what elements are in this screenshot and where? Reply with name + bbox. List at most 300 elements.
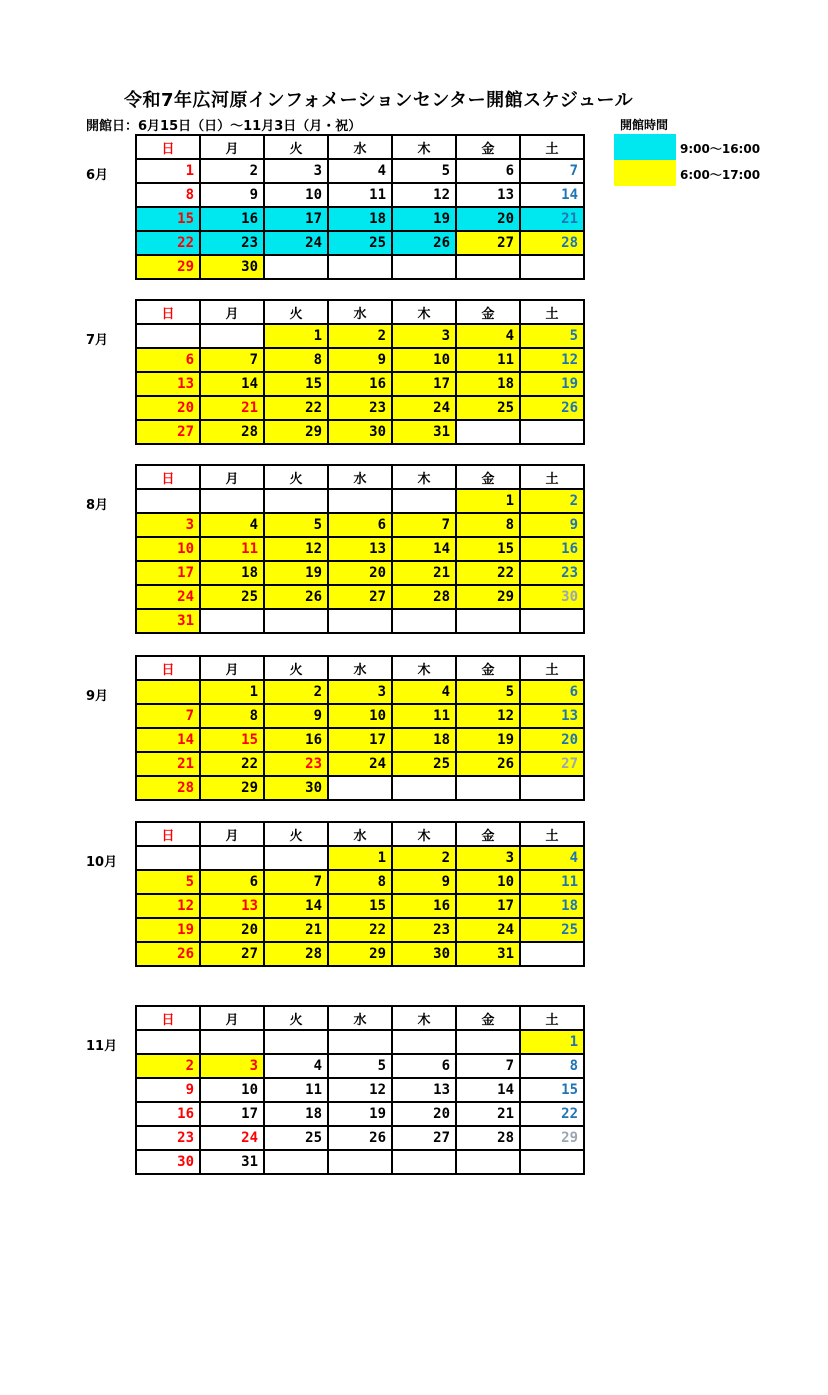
day-cell: 12 bbox=[456, 704, 520, 728]
day-cell: 26 bbox=[456, 752, 520, 776]
weekday-header: 土 bbox=[520, 135, 584, 159]
day-cell: 8 bbox=[520, 1054, 584, 1078]
week-row bbox=[136, 1030, 584, 1054]
month-label: 10月 bbox=[86, 855, 118, 870]
day-cell: 29 bbox=[136, 255, 200, 279]
day-cell: 5 bbox=[456, 680, 520, 704]
day-cell: 3 bbox=[264, 159, 328, 183]
day-cell: 27 bbox=[456, 231, 520, 255]
day-cell: 20 bbox=[136, 396, 200, 420]
day-cell: 20 bbox=[456, 207, 520, 231]
day-cell: 23 bbox=[264, 752, 328, 776]
day-cell: 21 bbox=[264, 918, 328, 942]
week-row bbox=[136, 324, 584, 348]
day-cell: 12 bbox=[136, 894, 200, 918]
day-cell: 10 bbox=[392, 348, 456, 372]
day-cell: 30 bbox=[136, 1150, 200, 1174]
day-cell: 21 bbox=[200, 396, 264, 420]
day-cell bbox=[392, 776, 456, 800]
weekday-header: 木 bbox=[392, 822, 456, 846]
day-cell: 8 bbox=[200, 704, 264, 728]
day-cell: 30 bbox=[328, 420, 392, 444]
day-cell bbox=[392, 1150, 456, 1174]
weekday-header: 木 bbox=[392, 656, 456, 680]
day-cell bbox=[392, 1030, 456, 1054]
day-cell: 29 bbox=[456, 585, 520, 609]
day-cell: 20 bbox=[328, 561, 392, 585]
day-cell bbox=[328, 489, 392, 513]
weekday-header-row bbox=[136, 1006, 584, 1030]
day-cell: 18 bbox=[200, 561, 264, 585]
day-cell: 19 bbox=[328, 1102, 392, 1126]
day-cell: 7 bbox=[392, 513, 456, 537]
day-cell: 8 bbox=[328, 870, 392, 894]
day-cell: 27 bbox=[200, 942, 264, 966]
weekday-header: 火 bbox=[264, 135, 328, 159]
day-cell bbox=[456, 255, 520, 279]
day-cell: 15 bbox=[520, 1078, 584, 1102]
day-cell: 29 bbox=[328, 942, 392, 966]
day-cell bbox=[264, 255, 328, 279]
month-calendar bbox=[135, 1005, 585, 1175]
day-cell: 7 bbox=[456, 1054, 520, 1078]
day-cell: 19 bbox=[136, 918, 200, 942]
day-cell: 15 bbox=[456, 537, 520, 561]
week-row bbox=[136, 680, 584, 704]
day-cell: 3 bbox=[328, 680, 392, 704]
day-cell: 17 bbox=[136, 561, 200, 585]
month-calendar bbox=[135, 655, 585, 801]
weekday-header: 木 bbox=[392, 300, 456, 324]
weekday-header-row bbox=[136, 822, 584, 846]
day-cell: 14 bbox=[136, 728, 200, 752]
weekday-header-row bbox=[136, 465, 584, 489]
legend-title: 開館時間 bbox=[620, 118, 669, 132]
day-cell: 28 bbox=[264, 942, 328, 966]
day-cell: 1 bbox=[456, 489, 520, 513]
weekday-header: 土 bbox=[520, 1006, 584, 1030]
day-cell bbox=[200, 324, 264, 348]
day-cell: 7 bbox=[136, 704, 200, 728]
day-cell: 17 bbox=[264, 207, 328, 231]
day-cell bbox=[328, 609, 392, 633]
day-cell: 4 bbox=[264, 1054, 328, 1078]
weekday-header: 日 bbox=[136, 822, 200, 846]
day-cell: 26 bbox=[392, 231, 456, 255]
day-cell: 18 bbox=[328, 207, 392, 231]
weekday-header: 月 bbox=[200, 135, 264, 159]
day-cell: 23 bbox=[520, 561, 584, 585]
day-cell: 2 bbox=[136, 1054, 200, 1078]
day-cell bbox=[136, 680, 200, 704]
day-cell: 2 bbox=[264, 680, 328, 704]
week-row bbox=[136, 1126, 584, 1150]
day-cell: 24 bbox=[264, 231, 328, 255]
day-cell bbox=[520, 942, 584, 966]
day-cell: 13 bbox=[200, 894, 264, 918]
day-cell: 22 bbox=[200, 752, 264, 776]
day-cell bbox=[520, 420, 584, 444]
day-cell: 22 bbox=[456, 561, 520, 585]
day-cell: 20 bbox=[392, 1102, 456, 1126]
week-row bbox=[136, 513, 584, 537]
day-cell: 22 bbox=[264, 396, 328, 420]
day-cell bbox=[200, 1030, 264, 1054]
day-cell: 31 bbox=[136, 609, 200, 633]
day-cell: 9 bbox=[264, 704, 328, 728]
weekday-header-row bbox=[136, 656, 584, 680]
day-cell: 27 bbox=[520, 752, 584, 776]
day-cell: 6 bbox=[136, 348, 200, 372]
day-cell bbox=[136, 846, 200, 870]
day-cell: 24 bbox=[392, 396, 456, 420]
day-cell: 19 bbox=[456, 728, 520, 752]
day-cell: 18 bbox=[392, 728, 456, 752]
legend-swatch-yellow bbox=[614, 160, 676, 186]
day-cell: 5 bbox=[136, 870, 200, 894]
day-cell: 15 bbox=[200, 728, 264, 752]
day-cell bbox=[520, 255, 584, 279]
day-cell: 6 bbox=[328, 513, 392, 537]
weekday-header: 日 bbox=[136, 656, 200, 680]
day-cell: 20 bbox=[520, 728, 584, 752]
day-cell: 26 bbox=[264, 585, 328, 609]
day-cell: 28 bbox=[456, 1126, 520, 1150]
day-cell: 1 bbox=[328, 846, 392, 870]
week-row bbox=[136, 942, 584, 966]
day-cell: 7 bbox=[200, 348, 264, 372]
day-cell: 25 bbox=[328, 231, 392, 255]
legend-label: 6:00～17:00 bbox=[680, 168, 761, 182]
day-cell bbox=[456, 1150, 520, 1174]
weekday-header: 水 bbox=[328, 822, 392, 846]
day-cell: 4 bbox=[328, 159, 392, 183]
day-cell bbox=[456, 420, 520, 444]
day-cell: 8 bbox=[264, 348, 328, 372]
day-cell: 4 bbox=[392, 680, 456, 704]
day-cell: 18 bbox=[264, 1102, 328, 1126]
week-row bbox=[136, 1054, 584, 1078]
day-cell bbox=[392, 489, 456, 513]
week-row bbox=[136, 231, 584, 255]
day-cell: 28 bbox=[200, 420, 264, 444]
day-cell: 23 bbox=[392, 918, 456, 942]
day-cell: 18 bbox=[520, 894, 584, 918]
day-cell: 15 bbox=[264, 372, 328, 396]
day-cell: 16 bbox=[392, 894, 456, 918]
day-cell: 10 bbox=[136, 537, 200, 561]
day-cell: 8 bbox=[456, 513, 520, 537]
day-cell bbox=[328, 1150, 392, 1174]
day-cell: 16 bbox=[520, 537, 584, 561]
weekday-header: 火 bbox=[264, 465, 328, 489]
day-cell bbox=[264, 489, 328, 513]
day-cell: 11 bbox=[392, 704, 456, 728]
day-cell: 7 bbox=[520, 159, 584, 183]
day-cell: 2 bbox=[200, 159, 264, 183]
day-cell: 10 bbox=[328, 704, 392, 728]
day-cell: 24 bbox=[456, 918, 520, 942]
weekday-header: 水 bbox=[328, 465, 392, 489]
day-cell: 21 bbox=[392, 561, 456, 585]
day-cell: 3 bbox=[392, 324, 456, 348]
day-cell: 11 bbox=[200, 537, 264, 561]
day-cell bbox=[136, 324, 200, 348]
day-cell: 27 bbox=[328, 585, 392, 609]
day-cell: 1 bbox=[200, 680, 264, 704]
day-cell bbox=[200, 489, 264, 513]
day-cell bbox=[456, 776, 520, 800]
day-cell: 12 bbox=[392, 183, 456, 207]
day-cell: 16 bbox=[136, 1102, 200, 1126]
day-cell bbox=[456, 609, 520, 633]
day-cell: 19 bbox=[264, 561, 328, 585]
week-row bbox=[136, 348, 584, 372]
day-cell: 10 bbox=[264, 183, 328, 207]
weekday-header: 木 bbox=[392, 1006, 456, 1030]
day-cell: 29 bbox=[520, 1126, 584, 1150]
day-cell: 25 bbox=[456, 396, 520, 420]
weekday-header: 月 bbox=[200, 656, 264, 680]
day-cell: 17 bbox=[456, 894, 520, 918]
day-cell: 26 bbox=[520, 396, 584, 420]
day-cell: 30 bbox=[200, 255, 264, 279]
week-row bbox=[136, 870, 584, 894]
week-row bbox=[136, 372, 584, 396]
weekday-header: 水 bbox=[328, 656, 392, 680]
day-cell: 11 bbox=[264, 1078, 328, 1102]
day-cell: 30 bbox=[392, 942, 456, 966]
day-cell: 9 bbox=[200, 183, 264, 207]
day-cell: 8 bbox=[136, 183, 200, 207]
opening-period: 開館日：6月15日（日）～11月3日（月・祝） bbox=[86, 119, 362, 134]
week-row bbox=[136, 776, 584, 800]
day-cell: 9 bbox=[520, 513, 584, 537]
day-cell: 24 bbox=[328, 752, 392, 776]
day-cell: 6 bbox=[520, 680, 584, 704]
page-title: 令和7年広河原インフォメーションセンター開館スケジュール bbox=[124, 90, 634, 111]
day-cell: 24 bbox=[200, 1126, 264, 1150]
week-row bbox=[136, 255, 584, 279]
weekday-header: 金 bbox=[456, 656, 520, 680]
day-cell: 30 bbox=[520, 585, 584, 609]
weekday-header-row bbox=[136, 135, 584, 159]
weekday-header: 水 bbox=[328, 135, 392, 159]
day-cell: 27 bbox=[136, 420, 200, 444]
weekday-header: 火 bbox=[264, 1006, 328, 1030]
month-calendar bbox=[135, 299, 585, 445]
day-cell bbox=[264, 609, 328, 633]
weekday-header: 水 bbox=[328, 1006, 392, 1030]
weekday-header: 金 bbox=[456, 1006, 520, 1030]
day-cell: 9 bbox=[136, 1078, 200, 1102]
day-cell: 2 bbox=[392, 846, 456, 870]
day-cell: 16 bbox=[264, 728, 328, 752]
day-cell bbox=[520, 1150, 584, 1174]
day-cell: 21 bbox=[136, 752, 200, 776]
day-cell: 14 bbox=[392, 537, 456, 561]
week-row bbox=[136, 894, 584, 918]
day-cell: 13 bbox=[392, 1078, 456, 1102]
month-calendar bbox=[135, 821, 585, 967]
week-row bbox=[136, 561, 584, 585]
day-cell: 11 bbox=[456, 348, 520, 372]
weekday-header: 月 bbox=[200, 1006, 264, 1030]
day-cell bbox=[328, 1030, 392, 1054]
day-cell: 30 bbox=[264, 776, 328, 800]
weekday-header: 水 bbox=[328, 300, 392, 324]
day-cell: 5 bbox=[328, 1054, 392, 1078]
month-calendar bbox=[135, 464, 585, 634]
day-cell: 18 bbox=[456, 372, 520, 396]
day-cell: 14 bbox=[264, 894, 328, 918]
week-row bbox=[136, 728, 584, 752]
weekday-header: 金 bbox=[456, 465, 520, 489]
day-cell: 10 bbox=[456, 870, 520, 894]
weekday-header: 日 bbox=[136, 465, 200, 489]
day-cell: 14 bbox=[520, 183, 584, 207]
day-cell: 5 bbox=[264, 513, 328, 537]
day-cell: 11 bbox=[520, 870, 584, 894]
day-cell: 28 bbox=[520, 231, 584, 255]
day-cell: 15 bbox=[328, 894, 392, 918]
weekday-header: 土 bbox=[520, 465, 584, 489]
day-cell: 28 bbox=[392, 585, 456, 609]
week-row bbox=[136, 183, 584, 207]
weekday-header-row bbox=[136, 300, 584, 324]
day-cell: 13 bbox=[520, 704, 584, 728]
weekday-header: 金 bbox=[456, 822, 520, 846]
day-cell: 17 bbox=[200, 1102, 264, 1126]
day-cell: 19 bbox=[392, 207, 456, 231]
day-cell: 4 bbox=[456, 324, 520, 348]
day-cell: 3 bbox=[200, 1054, 264, 1078]
day-cell: 6 bbox=[456, 159, 520, 183]
week-row bbox=[136, 918, 584, 942]
day-cell bbox=[520, 609, 584, 633]
day-cell: 4 bbox=[520, 846, 584, 870]
day-cell: 7 bbox=[264, 870, 328, 894]
day-cell: 29 bbox=[200, 776, 264, 800]
day-cell bbox=[392, 609, 456, 633]
day-cell: 31 bbox=[392, 420, 456, 444]
day-cell: 2 bbox=[328, 324, 392, 348]
legend-swatch-cyan bbox=[614, 134, 676, 160]
weekday-header: 木 bbox=[392, 465, 456, 489]
day-cell: 3 bbox=[136, 513, 200, 537]
day-cell: 22 bbox=[520, 1102, 584, 1126]
day-cell: 13 bbox=[456, 183, 520, 207]
day-cell: 22 bbox=[136, 231, 200, 255]
weekday-header: 火 bbox=[264, 300, 328, 324]
day-cell: 3 bbox=[456, 846, 520, 870]
weekday-header: 日 bbox=[136, 1006, 200, 1030]
month-label: 8月 bbox=[86, 498, 109, 513]
day-cell: 2 bbox=[520, 489, 584, 513]
week-row bbox=[136, 704, 584, 728]
day-cell bbox=[200, 609, 264, 633]
day-cell: 12 bbox=[520, 348, 584, 372]
day-cell bbox=[136, 489, 200, 513]
legend-label: 9:00～16:00 bbox=[680, 142, 761, 156]
week-row bbox=[136, 585, 584, 609]
day-cell bbox=[264, 1150, 328, 1174]
month-calendar bbox=[135, 134, 585, 280]
week-row bbox=[136, 159, 584, 183]
day-cell: 9 bbox=[328, 348, 392, 372]
day-cell: 21 bbox=[520, 207, 584, 231]
day-cell bbox=[520, 776, 584, 800]
weekday-header: 土 bbox=[520, 822, 584, 846]
day-cell: 17 bbox=[392, 372, 456, 396]
day-cell: 24 bbox=[136, 585, 200, 609]
day-cell: 4 bbox=[200, 513, 264, 537]
day-cell: 14 bbox=[456, 1078, 520, 1102]
day-cell: 9 bbox=[392, 870, 456, 894]
day-cell bbox=[328, 776, 392, 800]
weekday-header: 月 bbox=[200, 300, 264, 324]
weekday-header: 土 bbox=[520, 656, 584, 680]
week-row bbox=[136, 420, 584, 444]
day-cell: 23 bbox=[328, 396, 392, 420]
day-cell bbox=[456, 1030, 520, 1054]
month-label: 7月 bbox=[86, 333, 109, 348]
day-cell: 10 bbox=[200, 1078, 264, 1102]
day-cell: 26 bbox=[328, 1126, 392, 1150]
day-cell: 25 bbox=[200, 585, 264, 609]
week-row bbox=[136, 489, 584, 513]
day-cell: 21 bbox=[456, 1102, 520, 1126]
day-cell: 14 bbox=[200, 372, 264, 396]
day-cell: 13 bbox=[328, 537, 392, 561]
day-cell: 12 bbox=[264, 537, 328, 561]
day-cell: 1 bbox=[520, 1030, 584, 1054]
weekday-header: 金 bbox=[456, 135, 520, 159]
weekday-header: 火 bbox=[264, 656, 328, 680]
day-cell: 31 bbox=[200, 1150, 264, 1174]
weekday-header: 金 bbox=[456, 300, 520, 324]
day-cell bbox=[392, 255, 456, 279]
day-cell: 27 bbox=[392, 1126, 456, 1150]
weekday-header: 月 bbox=[200, 465, 264, 489]
day-cell: 6 bbox=[200, 870, 264, 894]
day-cell: 26 bbox=[136, 942, 200, 966]
day-cell: 12 bbox=[328, 1078, 392, 1102]
week-row bbox=[136, 1078, 584, 1102]
day-cell: 19 bbox=[520, 372, 584, 396]
weekday-header: 土 bbox=[520, 300, 584, 324]
day-cell: 16 bbox=[328, 372, 392, 396]
day-cell: 5 bbox=[520, 324, 584, 348]
day-cell: 23 bbox=[136, 1126, 200, 1150]
month-label: 11月 bbox=[86, 1039, 118, 1054]
day-cell bbox=[264, 1030, 328, 1054]
weekday-header: 木 bbox=[392, 135, 456, 159]
week-row bbox=[136, 537, 584, 561]
day-cell: 20 bbox=[200, 918, 264, 942]
day-cell: 23 bbox=[200, 231, 264, 255]
day-cell bbox=[264, 846, 328, 870]
week-row bbox=[136, 846, 584, 870]
week-row bbox=[136, 1150, 584, 1174]
day-cell: 22 bbox=[328, 918, 392, 942]
weekday-header: 日 bbox=[136, 300, 200, 324]
day-cell: 5 bbox=[392, 159, 456, 183]
day-cell: 13 bbox=[136, 372, 200, 396]
week-row bbox=[136, 609, 584, 633]
day-cell: 17 bbox=[328, 728, 392, 752]
day-cell: 16 bbox=[200, 207, 264, 231]
